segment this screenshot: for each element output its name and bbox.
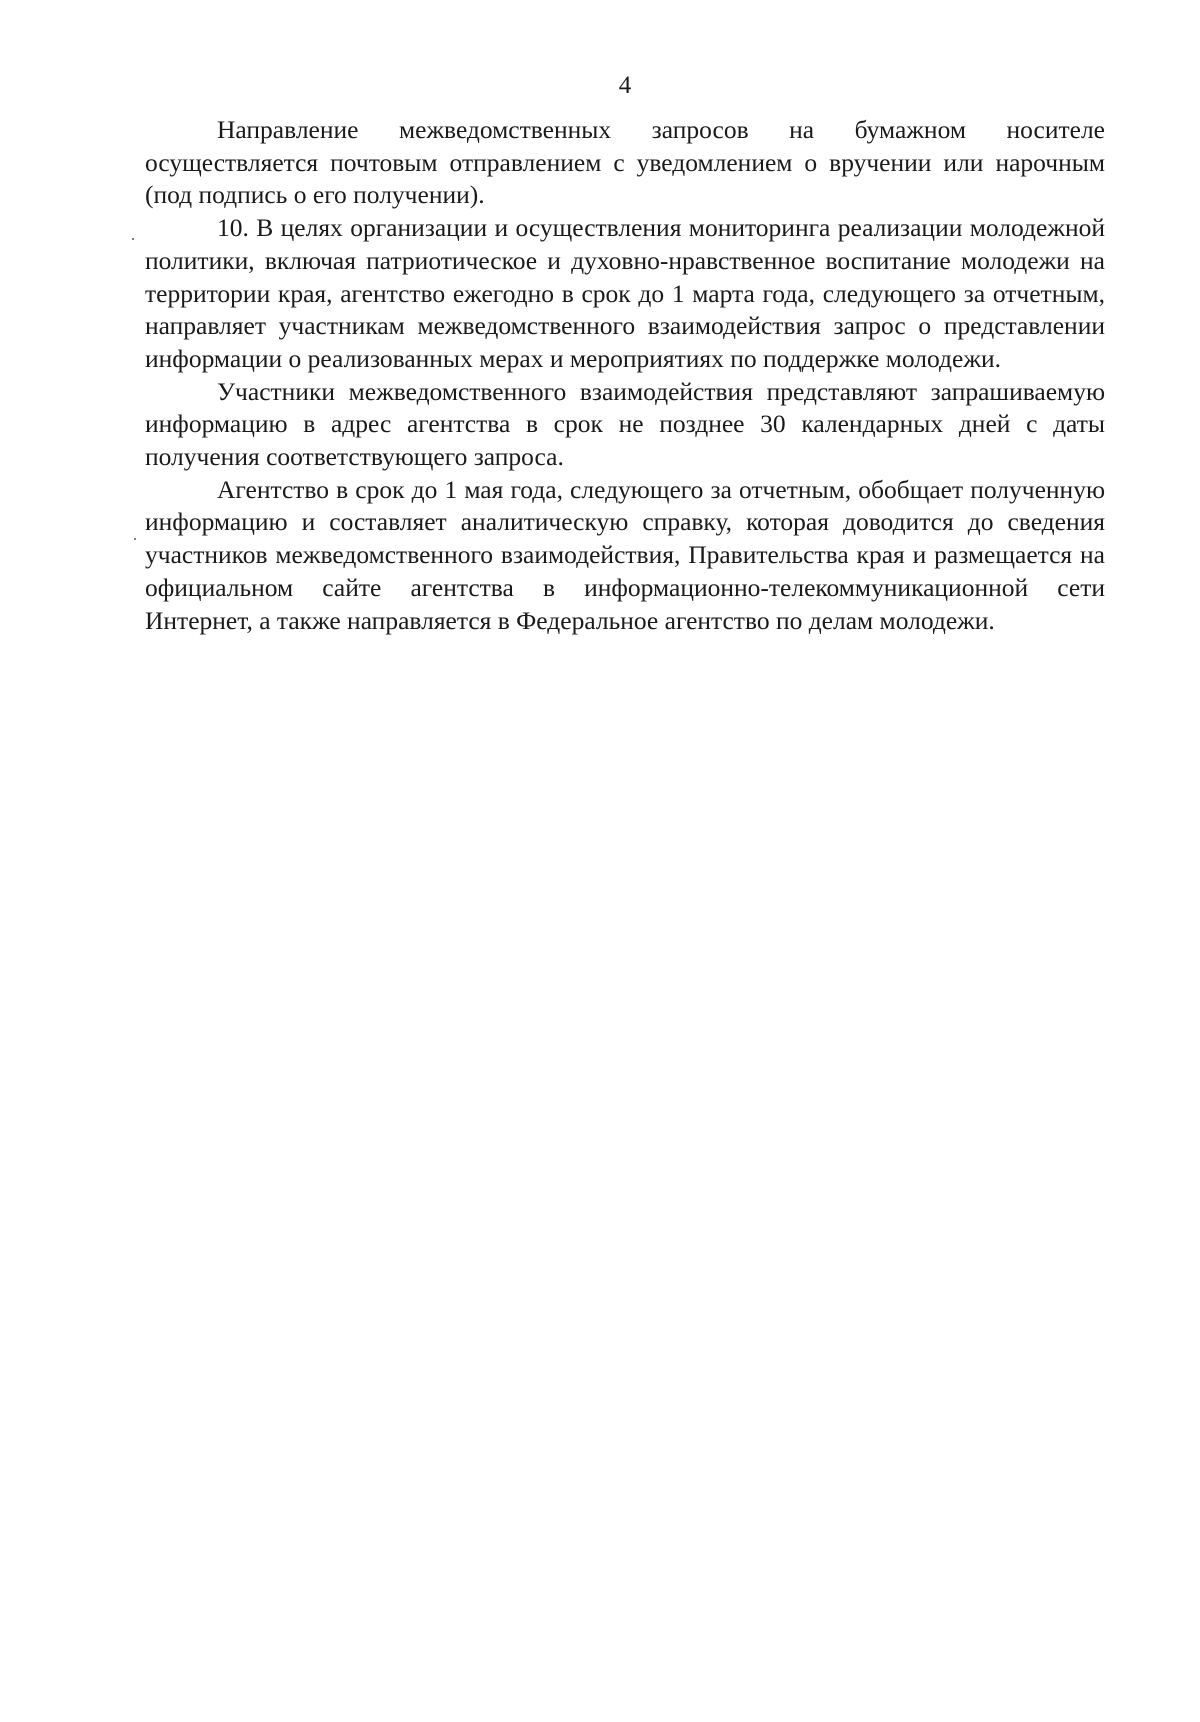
document-body xyxy=(145,114,1105,637)
scan-speck xyxy=(134,538,136,540)
scan-speck xyxy=(132,238,134,240)
page-number: 4 xyxy=(618,72,632,99)
paragraph-participants-response: Участники межведомственного взаимодействия представляют запрашиваемую информацию в адрес агентства в срок не позднее 30 календарных дней с даты получения соответствующего запроса. xyxy=(145,376,1105,472)
paragraph-10-monitoring: 10. В целях организации и осуществления мониторинга реализации молодежной политики, включая патриотическое и духовно-нравственное воспитание молодежи на территории края, агентство ежегодно в срок до 1 марта года, следующего за отчетным, направляет участникам межведомственного взаимодействия запрос о представлении информации о реализованных мерах и мероприятиях по поддержке молодежи. xyxy=(145,213,1105,373)
paragraph-requests-paper: Направление межведомственных запросов на бумажном носителе осуществляется почтовым отправлением с уведомлением о вручении или нарочным (под подпись о его получении). xyxy=(145,115,1105,210)
paragraph-agency-summary: Агентство в срок до 1 мая года, следующего за отчетным, обобщает полученную информацию и составляет аналитическую справку, которая доводится до сведения участников межведомственного взаимодействия, Правительства края и размещается на официальном сайте агентства в информационно-телекоммуникационной сети Интернет, а также направляется в Федеральное агентство по делам молодежи. xyxy=(145,474,1105,635)
